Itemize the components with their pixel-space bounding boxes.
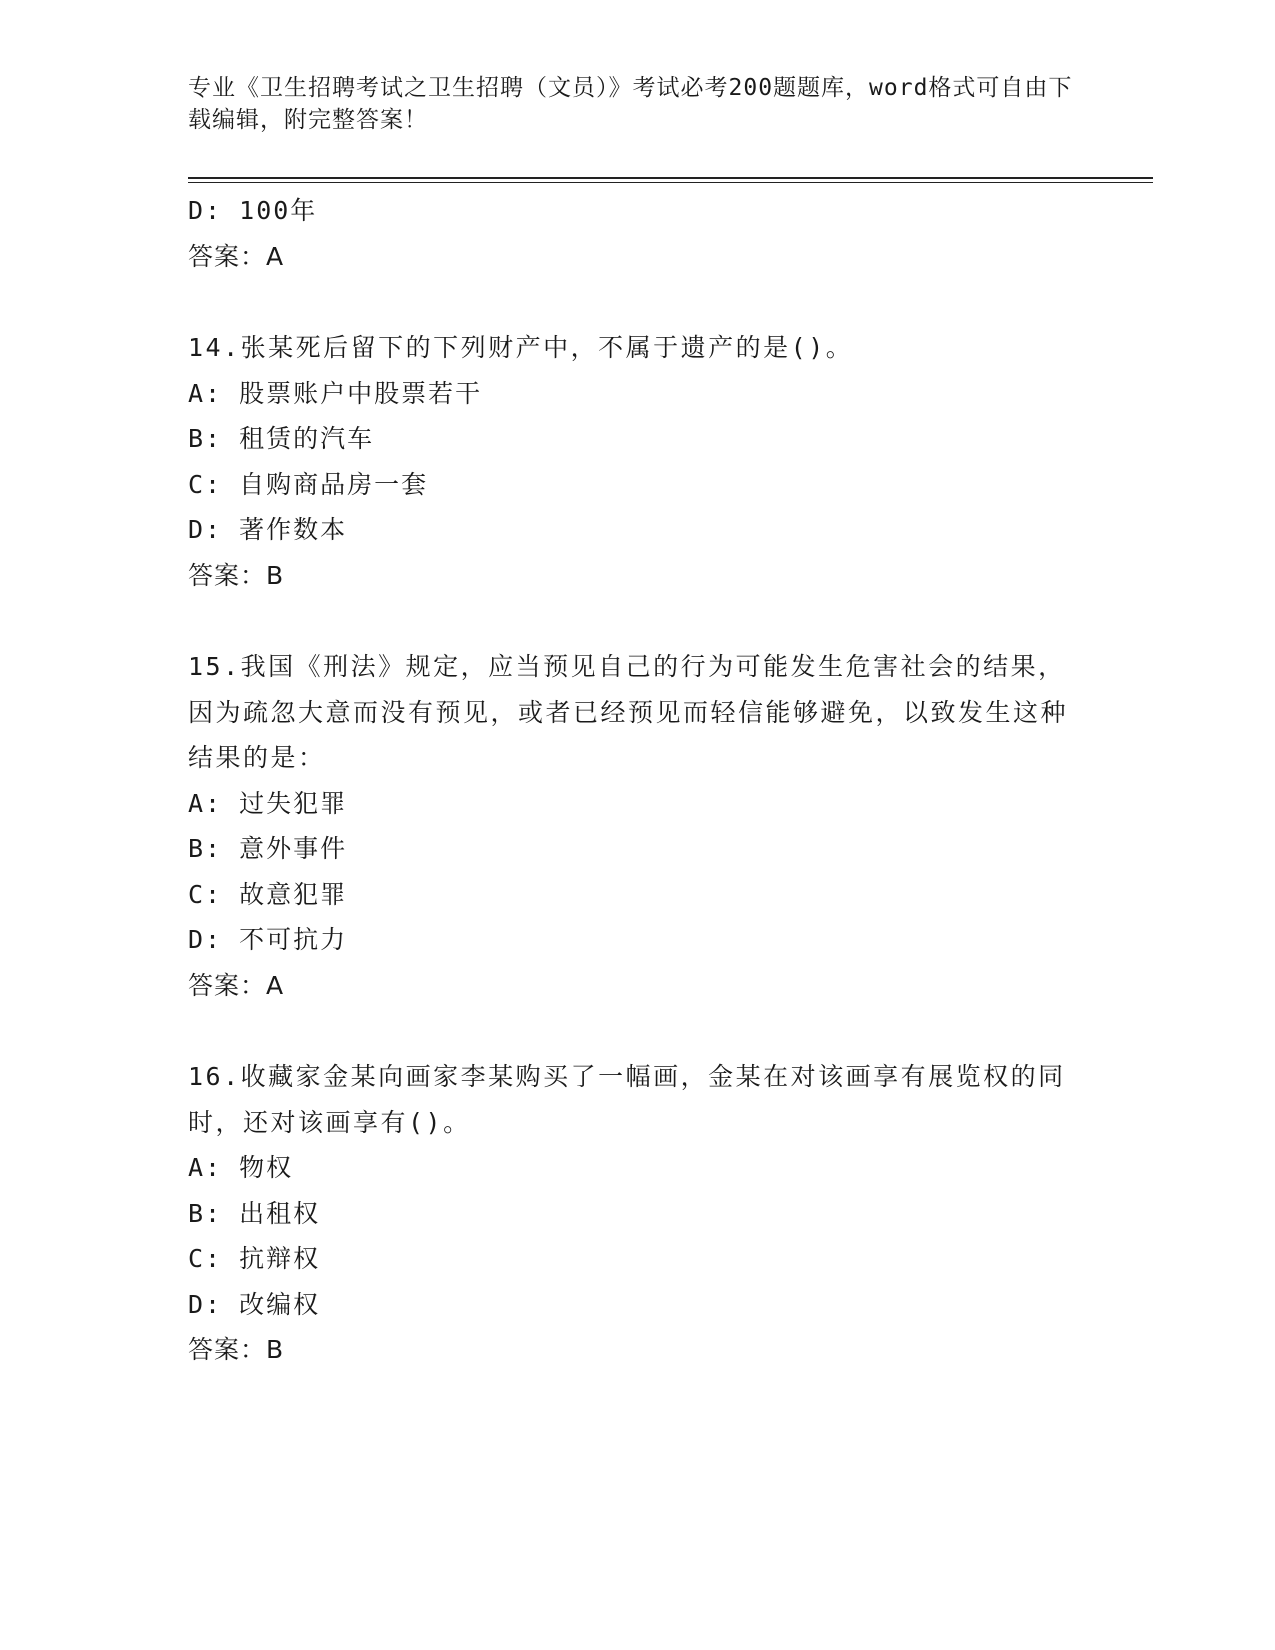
option-c: C: 抗辩权 bbox=[188, 1244, 321, 1273]
question-stem: 14.张某死后留下的下列财产中，不属于遗产的是()。 bbox=[188, 333, 854, 362]
option-c: C: 故意犯罪 bbox=[188, 879, 348, 909]
answer: 答案：A bbox=[188, 241, 285, 271]
option-d: D: 改编权 bbox=[188, 1289, 321, 1319]
option-a: A: 股票账户中股票若干 bbox=[188, 378, 483, 408]
question-14 bbox=[188, 325, 1088, 598]
question-list bbox=[188, 188, 1088, 1373]
answer: 答案：B bbox=[188, 1335, 285, 1364]
option-b: B: 意外事件 bbox=[188, 834, 348, 863]
question-16 bbox=[188, 1054, 1088, 1373]
option-b: B: 出租权 bbox=[188, 1198, 321, 1228]
option-d: D: 100年 bbox=[188, 196, 318, 225]
option-b: B: 租赁的汽车 bbox=[188, 424, 375, 453]
option-a: A: 物权 bbox=[188, 1153, 294, 1182]
option-a: A: 过失犯罪 bbox=[188, 788, 348, 818]
header-divider-thin bbox=[188, 182, 1153, 183]
document-header: 专业《卫生招聘考试之卫生招聘（文员）》考试必考200题题库，word格式可自由下载编辑，附完整答案！ bbox=[188, 75, 1073, 133]
question-stem: 16.收藏家金某向画家李某购买了一幅画，金某在对该画享有展览权的同时，还对该画享有()。 bbox=[188, 1062, 1066, 1137]
question-15 bbox=[188, 644, 1088, 1008]
option-d: D: 著作数本 bbox=[188, 515, 348, 544]
question-stem: 15.我国《刑法》规定，应当预见自己的行为可能发生危害社会的结果，因为疏忽大意而没有预见，或者已经预见而轻信能够避免，以致发生这种结果的是： bbox=[188, 652, 1069, 772]
option-c: C: 自购商品房一套 bbox=[188, 469, 429, 499]
answer: 答案：B bbox=[188, 560, 285, 590]
option-d: D: 不可抗力 bbox=[188, 925, 348, 954]
answer: 答案：A bbox=[188, 970, 285, 1000]
header-divider-thick bbox=[188, 177, 1153, 179]
